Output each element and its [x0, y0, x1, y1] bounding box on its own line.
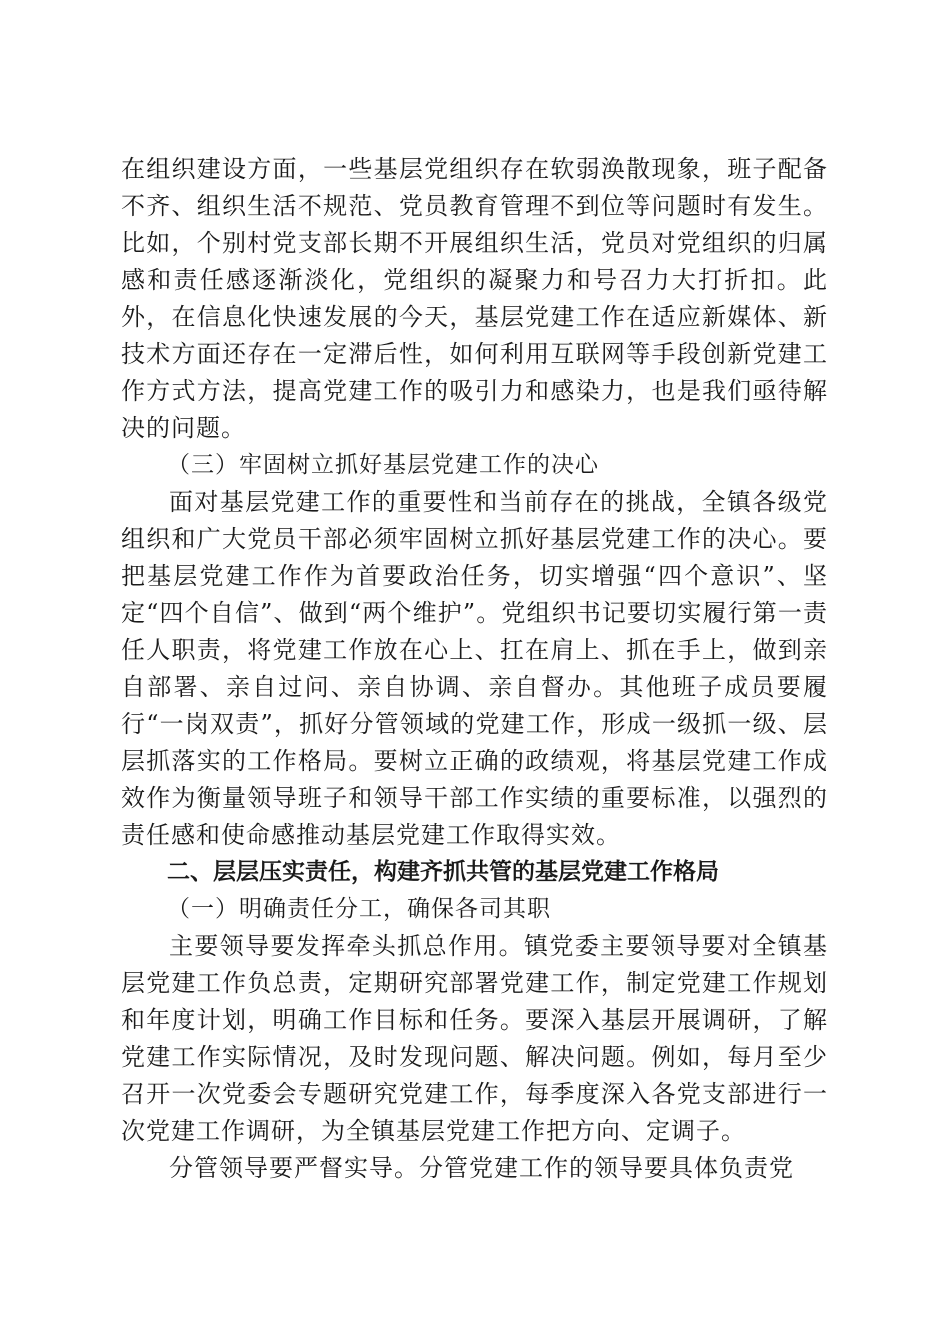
heading-section-one: （一）明确责任分工，确保各司其职 [167, 896, 551, 922]
heading-chapter-two: 二、层层压实责任，构建齐抓共管的基层党建工作格局 [167, 859, 719, 885]
document-body [121, 151, 828, 1187]
paragraph-organization-building: 在组织建设方面，一些基层党组织存在软弱涣散现象，班子配备不齐、组织生活不规范、党员教育管理不到位等问题时有发生。比如，个别村党支部长期不开展组织生活，党员对党组织的归属感和责任感逐渐淡化，党组织的凝聚力和号召力大打折扣。此外，在信息化快速发展的今天，基层党建工作在适应新媒体、新技术方面还存在一定滞后性，如何利用互联网等手段创新党建工作方式方法，提高党建工作的吸引力和感染力，也是我们亟待解决的问题。 [121, 155, 828, 442]
paragraph-determination: 面对基层党建工作的重要性和当前存在的挑战，全镇各级党组织和广大党员干部必须牢固树立抓好基层党建工作的决心。要把基层党建工作作为首要政治任务，切实增强“四个意识”、坚定“四个自信”、做到“两个维护”。党组织书记要切实履行第一责任人职责，将党建工作放在心上、扛在肩上、抓在手上，做到亲自部署、亲自过问、亲自协调、亲自督办。其他班子成员要履行“一岗双责”，抓好分管领域的党建工作，形成一级抓一级、层层抓落实的工作格局。要树立正确的政绩观，将基层党建工作成效作为衡量领导班子和领导干部工作实绩的重要标准，以强烈的责任感和使命感推动基层党建工作取得实效。 [121, 488, 828, 849]
paragraph-deputy-leaders: 分管领导要严督实导。分管党建工作的领导要具体负责党 [169, 1154, 794, 1182]
heading-section-three: （三）牢固树立抓好基层党建工作的决心 [167, 452, 599, 478]
paragraph-main-leaders: 主要领导要发挥牵头抓总作用。镇党委主要领导要对全镇基层党建工作负总责，定期研究部署党建工作，制定党建工作规划和年度计划，明确工作目标和任务。要深入基层开展调研，了解党建工作实际情况，及时发现问题、解决问题。例如，每月至少召开一次党委会专题研究党建工作，每季度深入各党支部进行一次党建工作调研，为全镇基层党建工作把方向、定调子。 [121, 932, 828, 1145]
